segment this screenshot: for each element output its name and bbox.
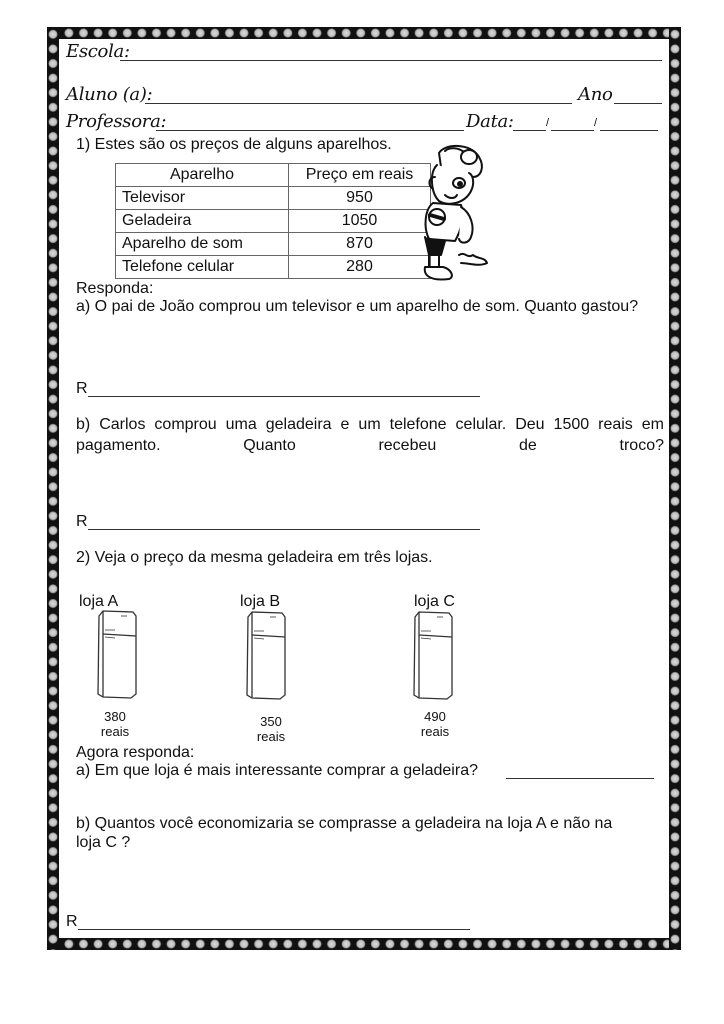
- device-name: Telefone celular: [116, 256, 289, 279]
- answer-2b-line[interactable]: [78, 929, 470, 930]
- respond-label-2: Agora responda:: [76, 744, 195, 761]
- border-right: [669, 27, 681, 950]
- school-field[interactable]: [120, 60, 662, 61]
- device-price: 280: [289, 256, 431, 279]
- table-header-row: [116, 164, 431, 187]
- price-unit: reais: [100, 724, 130, 739]
- table-row: [116, 210, 431, 233]
- year-label: Ano: [578, 84, 613, 105]
- store-c-label: loja C: [414, 593, 455, 610]
- border-left: [47, 27, 59, 950]
- cartoon-boy-illustration: [415, 143, 497, 285]
- store-a-price: [85, 709, 145, 739]
- student-label: Aluno (a):: [66, 84, 153, 105]
- refrigerator-icon: [411, 611, 455, 701]
- answer-1a-line[interactable]: [88, 396, 480, 397]
- store-b-label: loja B: [240, 593, 281, 610]
- device-name: Televisor: [116, 187, 289, 210]
- price-table: [115, 163, 431, 279]
- device-price: 1050: [289, 210, 431, 233]
- answer-prefix: R: [76, 513, 88, 530]
- device-name: Aparelho de som: [116, 233, 289, 256]
- answer-1b-line[interactable]: [88, 529, 480, 530]
- price-value: 350: [260, 714, 282, 729]
- column-header-price: Preço em reais: [289, 164, 431, 187]
- answer-prefix: R: [66, 913, 78, 930]
- date-month-field[interactable]: [551, 130, 594, 131]
- store-a-label: loja A: [79, 593, 119, 610]
- device-price: 950: [289, 187, 431, 210]
- table-row: [116, 187, 431, 210]
- border-top: [47, 27, 681, 39]
- date-separator: /: [546, 117, 550, 129]
- question-1-prompt: 1) Estes são os preços de alguns aparelhos.: [76, 136, 392, 153]
- question-1b: b) Carlos comprou uma geladeira e um telefone celular. Deu 1500 reais em pagamento. Quanto recebeu de troco?: [76, 416, 664, 454]
- question-1a: a) O pai de João comprou um televisor e um aparelho de som. Quanto gastou?: [76, 298, 639, 315]
- device-name: Geladeira: [116, 210, 289, 233]
- answer-2a-line[interactable]: [506, 778, 654, 779]
- date-day-field[interactable]: [513, 130, 546, 131]
- teacher-label: Professora:: [66, 111, 167, 132]
- year-field[interactable]: [614, 103, 662, 104]
- student-field[interactable]: [145, 103, 572, 104]
- table-row: [116, 256, 431, 279]
- price-unit: reais: [420, 724, 450, 739]
- school-label: Escola:: [66, 41, 130, 62]
- question-2b-line1: b) Quantos você economizaria se comprasse a geladeira na loja A e não na: [76, 815, 613, 832]
- teacher-field[interactable]: [156, 130, 464, 131]
- device-price: 870: [289, 233, 431, 256]
- border-bottom: [47, 938, 681, 950]
- store-b-price: [241, 714, 301, 744]
- date-label: Data:: [466, 111, 514, 132]
- date-year-field[interactable]: [600, 130, 658, 131]
- price-value: 380: [104, 709, 126, 724]
- question-2-prompt: 2) Veja o preço da mesma geladeira em três lojas.: [76, 549, 433, 566]
- respond-label: Responda:: [76, 280, 154, 297]
- refrigerator-icon: [95, 610, 139, 700]
- answer-prefix: R: [76, 380, 88, 397]
- column-header-device: Aparelho: [116, 164, 289, 187]
- refrigerator-icon: [244, 611, 288, 701]
- store-c-price: [405, 709, 465, 739]
- question-2a: a) Em que loja é mais interessante comprar a geladeira?: [76, 762, 478, 779]
- table-row: [116, 233, 431, 256]
- price-unit: reais: [256, 729, 286, 744]
- date-separator: /: [594, 117, 598, 129]
- price-value: 490: [424, 709, 446, 724]
- question-2b-line2: loja C ?: [76, 834, 131, 851]
